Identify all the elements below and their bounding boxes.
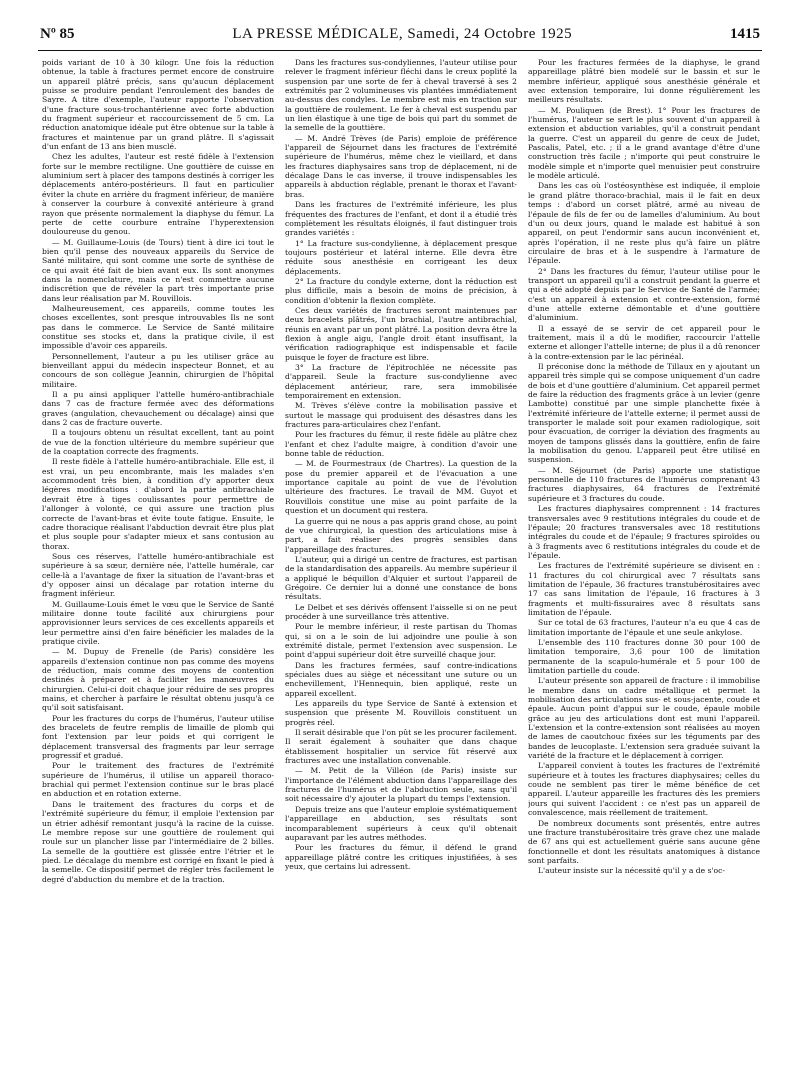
column-1 (42, 58, 274, 1068)
paragraph: Il préconise donc la méthode de Tillaux en y ajoutant un appareil très simple qui se compose uniquement d'un cadre de bois et d'une gouttière d'aluminium. Cet appareil permet de faire la réduction des fragments grâce à un levier (genre Lambotte) constitué par une simple planchette fixée à l'extrémité inférieure de l'attelle externe; il permet aussi de transporter le malade soit pour examen radiologique, soit pour évacuation, de corriger la déviation des fragments au moyen de tampons glissés dans la gouttière, enfin de faire la mobilisation du genou. L'appareil peut être utilisé en suspension. (528, 362, 760, 465)
paragraph: — M. Pouliquen (de Brest). 1° Pour les fractures de l'humérus, l'auteur se sert le plus souvent d'un appareil à extension et abduction variables, qu'il a construit pendant la guerre. C'est un appareil du genre de ceux de Judet, Pascalis, Patel, etc. ; il a le grand avantage d'être d'une construction très facile ; n'importe qui peut construire le modèle simple et n'importe quel menuisier peut construire le modèle articulé. (528, 105, 760, 181)
paragraph: Il serait désirable que l'on pût se les procurer facilement. Il serait également à souhaiter que dans chaque établissement hospitalier un service fût réservé aux fractures avec une installation convenable. (285, 728, 517, 766)
header-rule (38, 50, 762, 51)
paragraph: M. Trèves s'élève contre la mobilisation passive et surtout le massage qui produisent des désastres dans les fractures para-articulaires chez l'enfant. (285, 401, 517, 430)
paragraph: — M. Guillaume-Louis (de Tours) tient à dire ici tout le bien qu'il pense des nouveaux appareils du Service de Santé militaire, qui sont comme une sorte de synthèse de ce qui avait été fait de bien avant eux. Ils sont anonymes dans la nomenclature, mais ce n'est commettre aucune indiscrétion que de révéler la part très importante prise dans leur réalisation par M. Rouvillois. (42, 237, 274, 303)
paragraph: — M. Petit de la Villéon (de Paris) insiste sur l'importance de l'élément abduction dans l'appareillage des fractures de l'humérus et de l'abduction seule, sans qu'il soit nécessaire d'y ajouter la plupart du temps l'extension. (285, 766, 517, 804)
column-3 (528, 58, 760, 1068)
paragraph: Il a essayé de se servir de cet appareil pour le traitement, mais il a dû le modifier, raccourcir l'attelle externe et allonger l'attelle interne; de plus il a dû renoncer à la contre-extension par le lac périnéal. (528, 323, 760, 361)
paragraph: L'auteur présente son appareil de fracture : il immobilise le membre dans un cadre métallique et permet la mobilisation des articulations sus- et sous-jacente, coude et épaule. Aucun point d'appui sur le coude, épaule mobile grâce au jeu des articulations dont est muni l'appareil. L'extension et la contre-extension sont réalisées au moyen de lames de caoutchouc fixées sur les téguments par des bandes de leucoplaste. L'extension sera graduée suivant la variété de la fracture et le déplacement à corriger. (528, 676, 760, 761)
paragraph: — M. de Fourmestraux (de Chartres). La question de la pose du premier appareil et de l'évacuation a une importance capitale au point de vue de l'évolution ultérieure des fractures. Le travail de MM. Guyot et Rouvillois constitue une mise au point parfaite de la question et un document qui restera. (285, 459, 517, 516)
paragraph: L'ensemble des 110 fractures donne 30 pour 100 de limitation temporaire, 3,6 pour 100 de limitation permanente de la scapulo-humérale et 5 pour 100 de limitation partielle du coude. (528, 637, 760, 675)
page-number: Nº 85 (40, 26, 75, 42)
paragraph: Malheureusement, ces appareils, comme toutes les choses excellentes, sont presque introuvables Ils ne sont pas dans le commerce. Le Service de Santé militaire constitue ses stocks et, dans la pratique civile, il est impossible d'avoir ces appareils. (42, 303, 274, 351)
paragraph: L'appareil convient à toutes les fractures de l'extrémité supérieure et à toutes les fractures diaphysaires; celles du coude ne semblent pas tirer le même bénéfice de cet appareil. L'auteur appareille les fractures dès les premiers jours qui suivent l'accident : ce n'est pas un appareil de convalescence, mais réellement de traitement. (528, 761, 760, 818)
paragraph: Il a pu ainsi appliquer l'attelle huméro-antibrachiale dans 7 cas de fracture fermée avec des déformations graves (angulation, chevauchement ou décalage) ainsi que dans 2 cas de fracture ouverte. (42, 390, 274, 428)
paragraph: — M. André Trèves (de Paris) emploie de préférence l'appareil de Séjournet dans les fractures de l'extrémité supérieure de l'humérus, même chez le vieillard, et dans les fractures diaphysaires sans trop de déplacement, ni de décalage Dans le cas inverse, il trouve indispensables les appareils à abduction réglable, prenant le thorax et l'avant-bras. (285, 133, 517, 199)
paragraph: Depuis treize ans que l'auteur emploie systématiquement l'appareillage en abduction, ses résultats sont incomparablement supérieurs à ceux qu'il obtenait auparavant par les autres méthodes. (285, 804, 517, 842)
paragraph: M. Guillaume-Louis émet le vœu que le Service de Santé militaire donne toute facilité aux chirurgiens pour approvisionner leurs services de ces excellents appareils et leur permettre ainsi d'en faire bénéficier les malades de la pratique civile. (42, 599, 274, 646)
page-header (40, 26, 760, 50)
paragraph: 3° La fracture de l'épitrochlée ne nécessite pas d'appareil. Seule la fracture sus-condylienne avec déplacement antérieur, rare, sera immobilisée temporairement en extension. (285, 363, 517, 401)
paragraph: Chez les adultes, l'auteur est resté fidèle à l'extension forte sur le membre rectiligne. Une gouttière de cuisse en aluminium sert à placer des tampons destinés à corriger les déplacements antéro-postérieurs. Il faut en particulier éviter la chute en arrière du fragment inférieur, de manière à conserver la courbure à convexité antérieure à grand rayon que présente normalement la diaphyse du fémur. La perte de cette courbure entraîne l'hyperextension douloureuse du genou. (42, 152, 274, 237)
paragraph: Pour les fractures du fémur, il reste fidèle au plâtre chez l'enfant et chez l'adulte maigre, à condition d'avoir une bonne table de réduction. (285, 430, 517, 459)
paragraph: Sur ce total de 63 fractures, l'auteur n'a eu que 4 cas de limitation importante de l'épaule et une seule ankylose. (528, 618, 760, 637)
paragraph: Dans les fractures sus-condyliennes, l'auteur utilise pour relever le fragment inférieur fléchi dans le creux poplité la suspension par une sorte de fer à cheval traversé à ses 2 extrémités par 2 volumineuses vis plantées immédiatement au-dessus des condyles. Le membre est mis en traction sur la gouttière de roulement. Le fer à cheval est suspendu par un lien élastique à une tige de bois qui part du sommet de la semelle de la gouttière. (285, 58, 517, 133)
paragraph: L'auteur insiste sur la nécessité qu'il y a de s'oc- (538, 866, 725, 876)
paragraph: Les fractures diaphysaires comprennent : 14 fractures transversales avec 9 restitutions intégrales du coude et de l'épaule; 20 fractures transversales avec 18 restitutions intégrales du coude et de l'épaule; 9 fractures spiroïdes ou à 3 fragments avec 6 restitutions intégrales du coude et de l'épaule. (528, 504, 760, 560)
paragraph: Pour le membre inférieur, il reste partisan du Thomas qui, si on a le soin de lui adjoindre une poulie à son extrémité distale, permet l'extension avec suspension. Le point d'appui supérieur doit être surveillé chaque jour. (285, 622, 517, 660)
paragraph: Dans les cas où l'ostéosynthèse est indiquée, il emploie le grand plâtre thoraco-brachial, mais il le fait en deux temps : d'abord un corset plâtré, armé au niveau de l'épaule de fils de fer ou de lamelles d'aluminium. Au bout d'un ou deux jours, quand le malade est habitué à son appareil, on peut l'endormir sans aucun inconvénient et, après l'opération, il ne reste plus qu'à faire un plâtre circulaire de bras et à le suspendre à l'armature de l'épaule. (528, 181, 760, 266)
paragraph: 1° La fracture sus-condylienne, à déplacement presque toujours postérieur et latéral interne. Elle devra être réduite sous anesthésie en corrigeant les deux déplacements. (285, 238, 517, 276)
paragraph: — M. Séjournet (de Paris) apporte une statistique personnelle de 110 fractures de l'humérus comprenant 43 fractures diaphysaires, 64 fractures de l'extrémité supérieure et 3 fractures du coude. (528, 465, 760, 503)
paragraph: 2° La fracture du condyle externe, dont la réduction est plus difficile, mais a besoin de moins de précision, à condition d'obtenir la flexion complète. (285, 276, 517, 305)
paragraph: Dans les fractures fermées, sauf contre-indications spéciales dues au siège et nécessitant une suture ou un enchevillement, l'Hennequin, bien appliqué, reste un appareil excellent. (285, 660, 517, 698)
paragraph: Dans les fractures de l'extrémité inférieure, les plus fréquentes des fractures de l'enfant, et dont il a étudié très complètement les résultats éloignés, il faut distinguer trois grandes variétés : (285, 200, 517, 238)
paragraph: Le Delbet et ses dérivés offensent l'aisselle si on ne peut procéder à une surveillance très attentive. (285, 602, 517, 621)
paragraph: Pour les fractures du corps de l'humérus, l'auteur utilise des bracelets de feutre remplis de limaille de plomb qui font l'extension par leur poids et qui corrigent le déplacement transversal des fragments par leur serrage progressif et gradué. (42, 713, 274, 761)
folio-number: 1415 (730, 26, 760, 42)
paragraph: Il reste fidèle à l'attelle huméro-antibrachiale. Elle est, il est vrai, un peu encombrante, mais les malades s'en accommodent très bien, à condition d'y apporter deux légères modifications : d'abord la partie antibrachiale devrait être à tiges coulissantes pour permettre de l'allonger à volonté, ce qui assure une traction plus correcte de l'avant-bras et évite toute fatigue. Ensuite, le cadre thoracique réalisant l'abduction devrait être plus plat et plus souple pour s'adapter mieux et sans contusion au thorax. (42, 457, 274, 551)
paragraph: Sous ces réserves, l'attelle huméro-antibrachiale est supérieure à sa sœur, dernière née, l'attelle humérale, car celle-là a l'avantage de fixer la situation de l'avant-bras et d'y opposer ainsi un décalage par rotation interne du fragment inférieur. (42, 551, 274, 599)
paragraph: — M. Dupuy de Frenelle (de Paris) considère les appareils d'extension continue non pas comme des moyens de réduction, mais comme des moyens de contention destinés à préparer et à faciliter les manœuvres du chirurgien. Celui-ci doit chaque jour réduire de ses propres mains, et chercher à parfaire le résultat obtenu jusqu'à ce qu'il soit satisfaisant. (42, 647, 274, 713)
paragraph: Il a toujours obtenu un résultat excellent, tant au point de vue de la fonction ultérieure du membre supérieur que de la coaptation correcte des fragments. (42, 428, 274, 457)
paragraph: Pour le traitement des fractures de l'extrémité supérieure de l'humérus, il utilise un appareil thoraco-brachial qui permet l'extension continue sur le bras placé en abduction et en rotation externe. (42, 761, 274, 799)
paragraph: Pour les fractures fermées de la diaphyse, le grand appareillage plâtré bien modelé sur le bassin et sur le membre inférieur, appliqué sous anesthésie générale et avec extension temporaire, lui donne régulièrement les meilleurs résultats. (528, 58, 760, 105)
journal-title: LA PRESSE MÉDICALE, Samedi, 24 Octobre 1925 (232, 26, 573, 42)
paragraph: poids variant de 10 à 30 kilogr. Une fois la réduction obtenue, la table à fractures permet encore de construire un appareil plâtré précis, sans qu'aucun déplacement puisse se produire pendant l'enroulement des bandes de Sayre. A titre d'exemple, l'auteur rapporte l'observation d'une fracture sous-trochantérienne avec forte abduction du fragment supérieur et raccourcissement de 5 cm. La réduction anatomique idéale put être obtenue sur la table à fractures et maintenue par un grand plâtre. Il s'agissait d'un enfant de 13 ans bien musclé. (42, 58, 274, 152)
paragraph: Les appareils du type Service de Santé à extension et suspension que présente M. Rouvillois constituent un progrès réel. (285, 699, 517, 727)
paragraph: Les fractures de l'extrémité supérieure se divisent en : 11 fractures du col chirurgical avec 7 résultats sans limitation de l'épaule, 36 fractures transtubérositaires avec 17 cas sans limitation de l'épaule, 16 fractures à 3 fragments et multi-fissuraires avec 8 résultats sans limitation de l'épaule. (528, 561, 760, 617)
paragraph: De nombreux documents sont présentés, entre autres une fracture transtubérositaire très grave chez une malade de 67 ans qui est actuellement guérie sans aucune gêne fonctionnelle et dont les résultats anatomiques à distance sont parfaits. (528, 818, 760, 865)
column-2 (285, 58, 517, 1068)
paragraph: Dans le traitement des fractures du corps et de l'extrémité supérieure du fémur, il emploie l'extension par un étrier adhésif remontant jusqu'à la racine de la cuisse. Le membre repose sur une gouttière de roulement qui roule sur un plancher lisse par l'intermédiaire de 2 billes. La semelle de la gouttière est glissée entre l'étrier et le pied. Le décalage du membre est corrigé en fixant le pied à la semelle. Ce dispositif permet de régler très facilement le degré d'abduction du membre et de la traction. (42, 799, 274, 884)
paragraph: 2° Dans les fractures du fémur, l'auteur utilise pour le transport un appareil qu'il a construit pendant la guerre et qui a été adopté depuis par le Service de Santé de l'armée; c'est un appareil à extension et contre-extension, formé d'une attelle externe démontable et d'une gouttière d'aluminium. (528, 266, 760, 323)
paragraph: Ces deux variétés de fractures seront maintenues par deux bracelets plâtrés, l'un brachial, l'autre antibrachial, réunis en avant par un pont plâtré. La position devra être la flexion à angle aigu, l'angle droit étant insuffisant, la vérification radiographique est indispensable et facile puisque le foyer de fracture est libre. (285, 305, 517, 362)
paragraph: Pour les fractures du fémur, il défend le grand appareillage plâtré contre les critiques injustifiées, à ses yeux, que certains lui adressent. (285, 843, 517, 871)
paragraph: L'auteur, qui a dirigé un centre de fractures, est partisan de la standardisation des appareils. Au membre supérieur il a appliqué le béquillon d'Alquier et surtout l'appareil de Grégoire. Ce dernier lui a donné une constance de bons résultats. (285, 554, 517, 602)
paragraph: La guerre qui ne nous a pas appris grand chose, au point de vue chirurgical, la question des articulations mise à part, a fait réaliser des progrès sensibles dans l'appareillage des fractures. (285, 516, 517, 554)
paragraph: Personnellement, l'auteur a pu les utiliser grâce au bienveillant appui du médecin inspecteur Bonnet, et au concours de son collègue Jeannin, chirurgien de l'hôpital militaire. (42, 351, 274, 389)
